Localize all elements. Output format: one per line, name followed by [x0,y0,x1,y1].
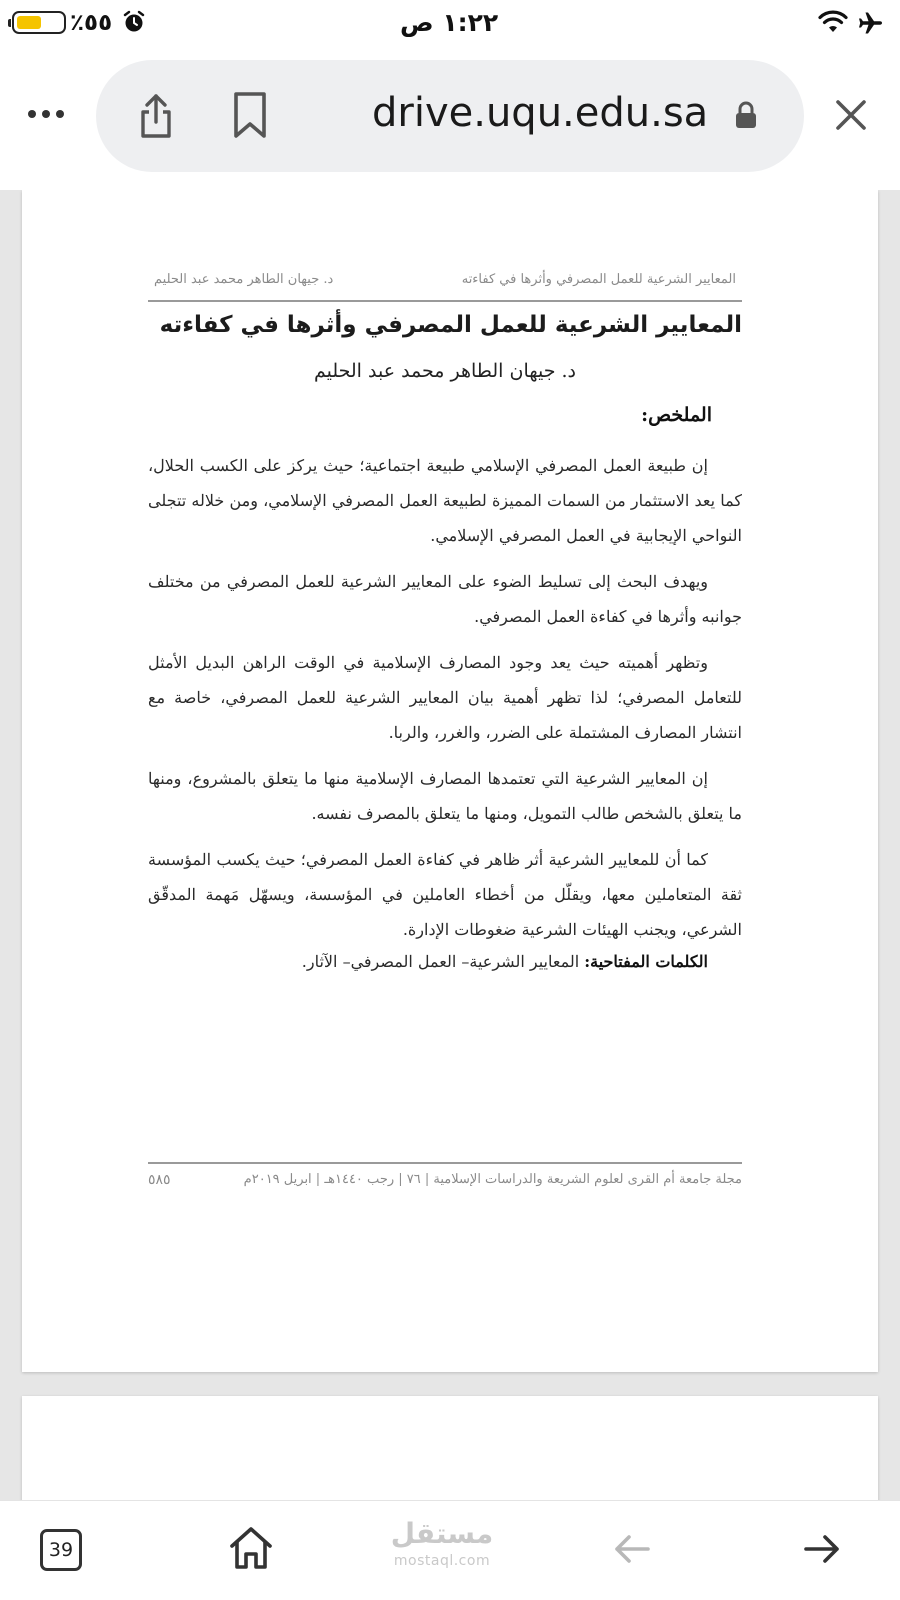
footer-divider [148,1162,742,1164]
watermark [380,1515,504,1569]
close-icon[interactable] [834,98,868,132]
running-header-author: د. جيهان الطاهر محمد عبد الحليم [154,272,334,287]
forward-arrow-icon[interactable] [802,1529,842,1569]
pdf-page-next [22,1396,878,1500]
paper-author: د. جيهان الطاهر محمد عبد الحليم [313,360,577,382]
clock: ١:٢٢ ص [400,8,499,37]
wifi-icon [818,10,848,34]
status-bar [0,0,900,46]
tab-count: 39 [48,1539,74,1561]
paper-title: المعايير الشرعية للعمل المصرفي وأثرها في كفاءته [159,312,742,338]
browser-bar [0,46,900,190]
share-icon[interactable] [136,92,176,140]
keywords [148,952,742,971]
address-bar[interactable] [96,60,804,172]
abstract-heading: الملخص: [641,404,712,426]
abstract-paragraph: إن طبيعة العمل المصرفي الإسلامي طبيعة اجتماعية؛ حيث يركز على الكسب الحلال، كما يعد الاستثمار من السمات المميزة لطبيعة العمل المصرفي الإسلامي، ومن خلاله تتجلى النواحي الإيجابية في العمل المصرفي الإسلامي. [148,456,742,545]
battery-percent: ٪٥٥ [70,10,113,36]
back-arrow-icon[interactable] [612,1529,652,1569]
keywords-label: الكلمات المفتاحية: [584,952,708,971]
more-button[interactable] [26,98,66,128]
home-icon[interactable] [228,1525,274,1571]
tabs-icon[interactable] [40,1529,82,1571]
pdf-page [22,190,878,1372]
lock-icon [734,100,758,130]
abstract-paragraph: ويهدف البحث إلى تسليط الضوء على المعايير الشرعية للعمل المصرفي من مختلف جوانبه وأثرها في كفاءة العمل المصرفي. [148,572,742,626]
abstract-paragraph: كما أن للمعايير الشرعية أثر ظاهر في كفاءة العمل المصرفي؛ حيث يكسب المؤسسة ثقة المتعاملين معها، ويقلّل من أخطاء العاملين في المؤسسة، ويسهّل مَهمة المدقّق الشرعي، ويجنب الهيئات الشرعية ضغوطات الإدارة. [148,850,742,939]
abstract-paragraph: إن المعايير الشرعية التي تعتمدها المصارف الإسلامية منها ما يتعلق بالمشروع، ومنها ما يتعلق بالشخص طالب التمويل، ومنها ما يتعلق بالمصرف نفسه. [148,769,742,823]
watermark-arabic: مستقل [390,1517,494,1550]
page-number: ٥٨٥ [148,1172,171,1188]
abstract-body [148,448,742,958]
url-text[interactable]: drive.uqu.edu.sa [372,90,709,136]
watermark-latin: mostaql.com [393,1553,491,1569]
abstract-paragraph: وتظهر أهميته حيث يعد وجود المصارف الإسلامية في الوقت الراهن البديل الأمثل للتعامل المصرفي؛ لذا تظهر أهمية بيان المعايير الشرعية للعمل المصرفي، خاصة مع انتشار المصارف المشتملة على الضرر، والغرر، والربا. [148,653,742,742]
battery-icon [12,11,66,34]
footer-journal: مجلة جامعة أم القرى لعلوم الشريعة والدراسات الإسلامية | ٧٦ | رجب ١٤٤٠هـ | ابريل ٢٠١٩م [243,1172,742,1187]
document-viewer[interactable] [0,190,900,1500]
keywords-text: المعايير الشرعية– العمل المصرفي– الآثار. [301,952,585,971]
airplane-icon [858,10,884,36]
battery-level [17,16,41,29]
running-header [148,268,742,302]
bottom-toolbar [0,1500,900,1600]
bookmark-icon[interactable] [230,90,270,140]
running-header-title: المعايير الشرعية للعمل المصرفي وأثرها في كفاءته [461,272,736,287]
alarm-icon [122,10,146,34]
